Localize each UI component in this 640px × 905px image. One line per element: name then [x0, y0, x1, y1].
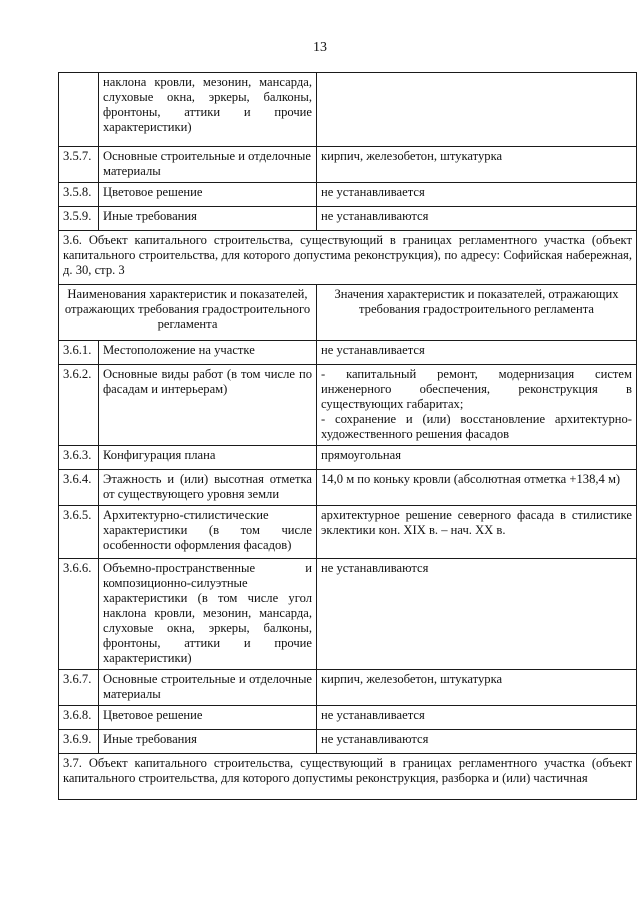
page-number: 13 [313, 40, 327, 55]
row-value: архитектурное решение северного фасада в стилистике эклектики кон. XIX в. – нач. XX в. [317, 506, 637, 559]
row-value [317, 73, 637, 147]
table-row [59, 506, 637, 559]
row-number: 3.6.6. [59, 559, 99, 670]
row-characteristic: Основные строительные и отделочные материалы [99, 147, 317, 183]
value-list-item: - капитальный ремонт, модернизация систем инженерного обеспечения, реконструкция в существующих габаритах; [321, 367, 632, 411]
section-heading-row [59, 231, 637, 285]
row-number: 3.6.1. [59, 341, 99, 365]
row-number: 3.6.2. [59, 365, 99, 446]
table-row [59, 365, 637, 446]
regulations-table [58, 72, 637, 800]
row-number: 3.6.4. [59, 470, 99, 506]
row-characteristic: Объемно-пространственные и композиционно-силуэтные характеристики (в том числе угол наклона кровли, мезонин, мансарда, слуховые окна, эркеры, балконы, фронтоны, аттики и прочие характеристики) [99, 559, 317, 670]
table-row [59, 470, 637, 506]
row-number: 3.6.7. [59, 670, 99, 706]
row-characteristic: Основные строительные и отделочные материалы [99, 670, 317, 706]
row-number: 3.6.5. [59, 506, 99, 559]
row-characteristic: Цветовое решение [99, 183, 317, 207]
row-value: не устанавливаются [317, 207, 637, 231]
row-number: 3.6.9. [59, 730, 99, 754]
row-value: не устанавливаются [317, 730, 637, 754]
row-number: 3.5.7. [59, 147, 99, 183]
row-value: кирпич, железобетон, штукатурка [317, 147, 637, 183]
row-characteristic: Основные виды работ (в том числе по фасадам и интерьерам) [99, 365, 317, 446]
row-characteristic: Иные требования [99, 730, 317, 754]
table-row [59, 706, 637, 730]
row-characteristic: Конфигурация плана [99, 446, 317, 470]
row-value: прямоугольная [317, 446, 637, 470]
row-number: 3.5.8. [59, 183, 99, 207]
table-row [59, 73, 637, 147]
section-3-6-heading: 3.6. Объект капитального строительства, существующий в границах регламентного участка (объект капитального строительства, для которого допустима реконструкция), по адресу: Софийская набережная, д. 30, стр. 3 [59, 231, 637, 285]
table-row [59, 670, 637, 706]
row-number: 3.5.9. [59, 207, 99, 231]
section-heading-row [59, 754, 637, 800]
row-characteristic: Цветовое решение [99, 706, 317, 730]
table-row [59, 446, 637, 470]
row-characteristic: Иные требования [99, 207, 317, 231]
header-values: Значения характеристик и показателей, отражающих требования градостроительного регламента [317, 285, 637, 341]
row-value: кирпич, железобетон, штукатурка [317, 670, 637, 706]
section-3-7-heading: 3.7. Объект капитального строительства, существующий в границах регламентного участка (объект капитального строительства, для которого допустимы реконструкция, разборка и (или) частичная [59, 754, 637, 800]
table-row [59, 559, 637, 670]
row-value [317, 365, 637, 446]
row-characteristic: Архитектурно-стилистические характеристики (в том числе особенности оформления фасадов) [99, 506, 317, 559]
table-row [59, 183, 637, 207]
header-characteristics: Наименования характеристик и показателей, отражающих требования градостроительного регламента [59, 285, 317, 341]
row-characteristic: Местоположение на участке [99, 341, 317, 365]
table-row [59, 207, 637, 231]
value-list-item: - сохранение и (или) восстановление архитектурно-художественного решения фасадов [321, 412, 632, 441]
row-value: не устанавливается [317, 341, 637, 365]
table-header-row [59, 285, 637, 341]
table-row [59, 147, 637, 183]
row-number: 3.6.8. [59, 706, 99, 730]
row-value: 14,0 м по коньку кровли (абсолютная отметка +138,4 м) [317, 470, 637, 506]
table-row [59, 730, 637, 754]
row-value: не устанавливается [317, 183, 637, 207]
row-number [59, 73, 99, 147]
row-characteristic: наклона кровли, мезонин, мансарда, слуховые окна, эркеры, балконы, фронтоны, аттики и прочие характеристики) [99, 73, 317, 147]
row-number: 3.6.3. [59, 446, 99, 470]
row-characteristic: Этажность и (или) высотная отметка от существующего уровня земли [99, 470, 317, 506]
row-value: не устанавливается [317, 706, 637, 730]
row-value: не устанавливаются [317, 559, 637, 670]
table-row [59, 341, 637, 365]
